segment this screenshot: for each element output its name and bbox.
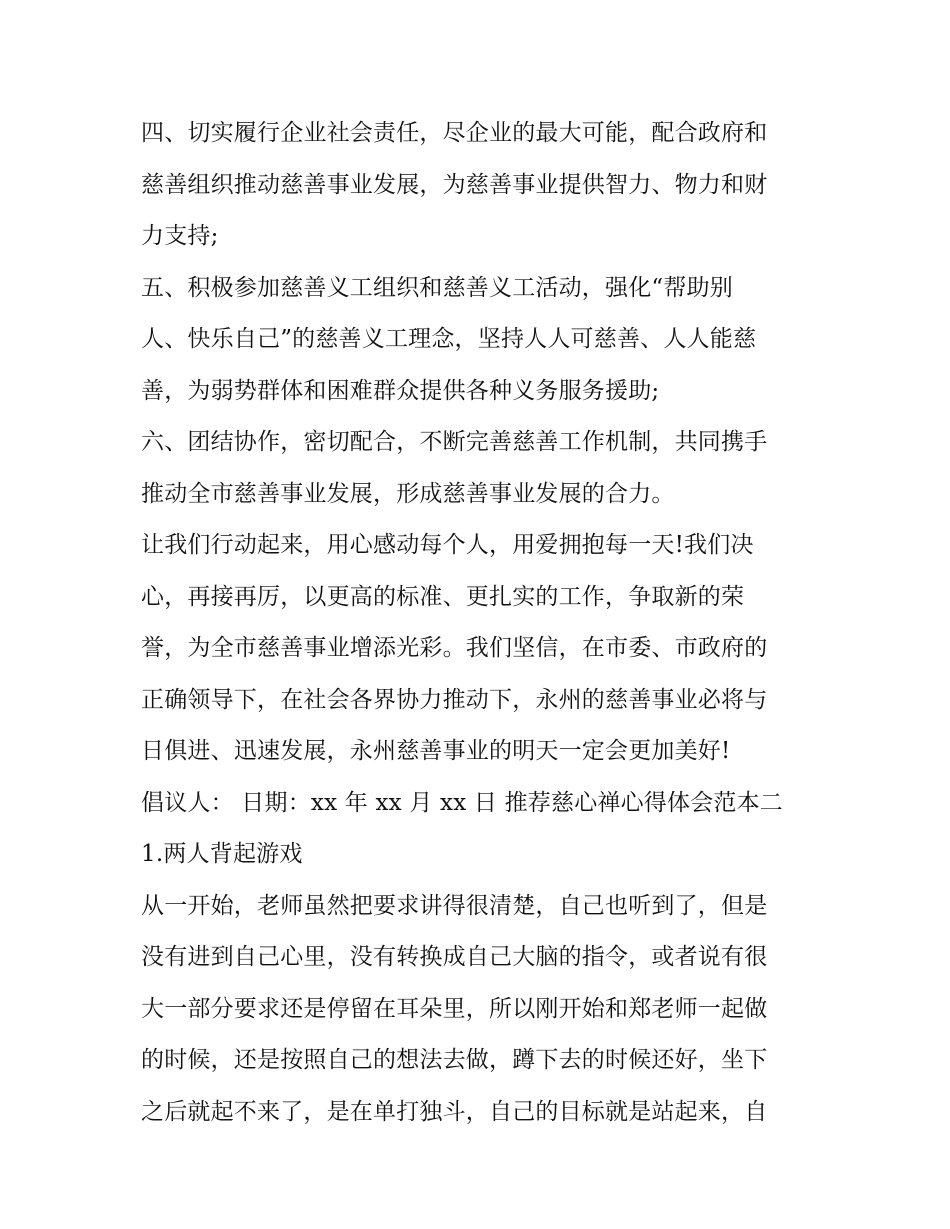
- text-line: 日俱进、迅速发展，永州慈善事业的明天一定会更加美好!: [141, 738, 731, 764]
- text-line: 人、快乐自己”的慈善义工理念，坚持人人可慈善、人人能慈: [141, 326, 757, 352]
- text-line: 推动全市慈善事业发展，形成慈善事业发展的合力。: [141, 480, 675, 507]
- signature-date-line: 倡议人： 日期：xx 年 xx 月 xx 日 推荐慈心禅心得体会范本二: [141, 789, 784, 816]
- text-line: 六、团结协作，密切配合，不断完善慈善工作机制，共同携手: [141, 429, 768, 455]
- text-line: 誉，为全市慈善事业增添光彩。我们坚信，在市委、市政府的: [141, 635, 768, 661]
- text-line: 善，为弱势群体和困难群众提供各种义务服务援助;: [141, 377, 660, 404]
- text-line: 的时候，还是按照自己的想法去做，蹲下去的时候还好，坐下: [141, 1047, 768, 1073]
- document-body: [141, 108, 821, 1138]
- text-line: 五、积极参加慈善义工组织和慈善义工活动，强化“帮助别: [141, 274, 733, 301]
- text-line: 四、切实履行企业社会责任，尽企业的最大可能，配合政府和: [141, 120, 768, 146]
- text-line: 没有进到自己心里，没有转换成自己大脑的指令，或者说有很: [141, 944, 768, 970]
- text-line: 大一部分要求还是停留在耳朵里，所以刚开始和郑老师一起做: [141, 995, 768, 1022]
- text-line: 之后就起不来了，是在单打独斗，自己的目标就是站起来，自: [141, 1098, 768, 1125]
- text-line: 慈善组织推动慈善事业发展，为慈善事业提供智力、物力和财: [141, 171, 768, 198]
- text-line: 让我们行动起来，用心感动每个人，用爱拥抱每一天!我们决: [141, 532, 754, 558]
- section-heading: 1.两人背起游戏: [141, 841, 303, 867]
- text-line: 从一开始，老师虽然把要求讲得很清楚，自己也听到了，但是: [141, 892, 768, 919]
- text-line: 心，再接再厉，以更高的标准、更扎实的工作，争取新的荣: [141, 583, 745, 610]
- text-line: 正确领导下，在社会各界协力推动下，永州的慈善事业必将与: [141, 686, 768, 713]
- text-line: 力支持;: [141, 223, 219, 249]
